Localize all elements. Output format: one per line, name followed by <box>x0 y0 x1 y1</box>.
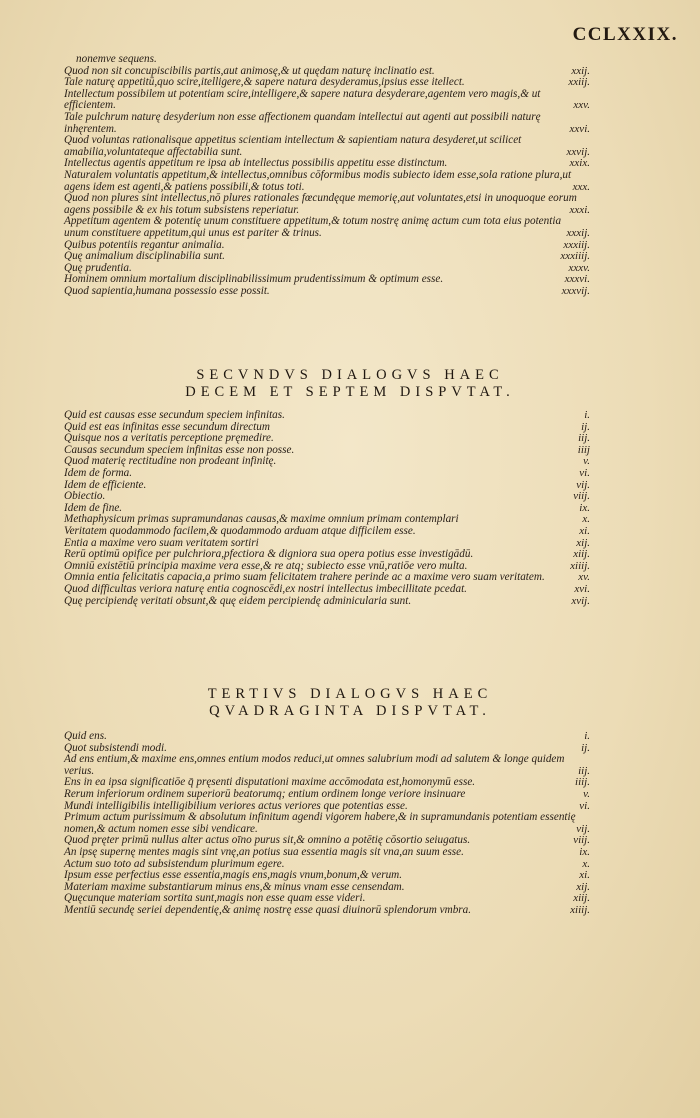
toc-entry-text: Hominem omnium mortalium disciplinabilissimum prudentissimum & optimum esse. <box>64 273 444 286</box>
toc-entry-text: Quę animalium disciplinabilia sunt. <box>64 250 225 263</box>
toc-entry-text: Quid est causas esse secundum speciem infinitas. <box>64 409 285 421</box>
toc-entry-text: Quot subsistendi modi. <box>64 741 167 754</box>
toc-entry-number: xxiij. <box>568 76 590 89</box>
toc-entry-text: Intellectus agentis appetitum re ipsa ab intellectus possibilis appetitu esse distinctum. <box>64 157 448 170</box>
section-three-list <box>64 730 590 917</box>
toc-entry-text: Rerū optimū opifice per pulchriora,pfectiora & digniora sua opera potius esse investigādū. <box>64 548 474 561</box>
toc-entry-number: vij. <box>576 822 590 835</box>
toc-entry-number: v. <box>583 787 590 800</box>
toc-entry-number: xiiij. <box>570 559 590 572</box>
toc-entry-number: xxv. <box>573 99 590 112</box>
folio-number: CCLXXIX. <box>572 24 678 45</box>
toc-entry-text: Quod non plures sint intellectus,nō plures rationales fœcundęque memorię,aut voluntates,etsi in unoquoque eorum agens possibile & ex his totum subsistens reperiatur. <box>64 192 577 216</box>
toc-entry-text: Quisque nos a veritatis perceptione pręmedire. <box>64 432 274 445</box>
toc-entry-number: x. <box>582 857 590 870</box>
toc-entry-text: Quod materię rectitudine non prodeant infinitę. <box>64 455 277 468</box>
toc-entry-number: i. <box>584 730 590 742</box>
toc-entry-text: Mundi intelligibilis intelligibilium veriores actus veriores que potentias esse. <box>64 799 408 812</box>
dialogue-three-heading-line1: TERTIVS DIALOGVS HAEC <box>207 686 493 702</box>
section-two-list <box>64 409 590 607</box>
toc-entry-number: xv. <box>578 571 590 584</box>
toc-entry-number: iiij <box>577 443 590 456</box>
toc-entry-number: ij. <box>581 420 590 433</box>
toc-entry-number: xxvij. <box>566 145 590 158</box>
toc-entry-text: Tale naturę appetitū,quo scire,itelligere,& sapere natura desyderamus,ipsius esse itellect. <box>64 76 465 89</box>
toc-entry-text: Quę prudentia. <box>64 261 132 274</box>
toc-entry-number: iiij. <box>575 776 590 789</box>
toc-entry-number: iij. <box>578 764 590 777</box>
toc-entry <box>64 490 590 503</box>
toc-entry-text: Intellectum possibilem ut potentiam scire,intelligere,& sapere natura desyderare,agentem vero magis,& ut efficientem. <box>64 87 541 112</box>
toc-entry-text: Causas secundum speciem infinitas esse non posse. <box>64 443 295 456</box>
toc-entry-number: viij. <box>573 834 590 847</box>
toc-entry-number: vij. <box>576 478 590 491</box>
toc-entry-number: xxx. <box>572 180 590 193</box>
toc-entry-text: Obiectio. <box>64 490 106 503</box>
toc-entry-number: xi. <box>579 524 590 537</box>
toc-entry-text: Quod pręter primū nullus alter actus oīno purus sit,& omnino a potētię cōsortio seiugatus. <box>64 834 471 847</box>
toc-entry-text: Idem de fine. <box>64 501 123 514</box>
toc-entry-text: Quid ens. <box>64 730 107 742</box>
toc-entry-text: Primum actum purissimum & absolutum infinitum agendi vigorem habere,& in supramundanis potentiam essentię nomen,& actum nomen esse sibi vendicare. <box>64 811 576 835</box>
toc-entry <box>64 87 590 112</box>
dialogue-three-heading-line2: QVADRAGINTA DISPVTAT. <box>209 703 491 719</box>
toc-entry <box>64 845 590 859</box>
toc-entry-number: ij. <box>581 741 590 754</box>
toc-entry <box>64 215 590 239</box>
toc-entry-text: Actum suo toto ad subsistendum plurimum egere. <box>64 857 285 870</box>
toc-entry <box>64 168 590 193</box>
toc-entry-number: xxxiiij. <box>560 250 590 263</box>
toc-entry-number: xxxi. <box>569 203 590 216</box>
toc-entry <box>64 869 590 882</box>
toc-entry-text: Entia a maxime vero suam veritatem sortiri <box>64 536 259 549</box>
toc-entry-number: vi. <box>579 466 590 479</box>
toc-entry-number: xxxij. <box>566 226 590 239</box>
toc-entry-number: iij. <box>578 432 590 445</box>
toc-entry-text: Tale pulchrum naturę desyderium non esse affectionem quandam intellectui aut agenti aut possibili naturę inhęrentem. <box>64 110 541 135</box>
toc-entry-number: xxxvi. <box>564 273 590 286</box>
toc-entry-number: xvij. <box>571 594 590 607</box>
toc-entry-number: xxvi. <box>569 122 590 135</box>
toc-entry-text: Quod difficultas veriora naturę entia cognoscēdi,ex nostri intellectus imbecillitate pcedat. <box>64 582 467 595</box>
toc-entry-number: xxij. <box>571 64 590 77</box>
dialogue-three-heading <box>0 686 700 720</box>
toc-entry-number: v. <box>583 455 590 468</box>
toc-entry-text: Ad ens entium,& maxime ens,omnes entium modos reduci,ut omnes salubrium modi ad salutem & longe quidem verius. <box>64 753 565 777</box>
toc-entry-number: xij. <box>576 536 590 549</box>
toc-entry-text: Idem de efficiente. <box>64 478 147 491</box>
toc-entry <box>64 455 590 468</box>
toc-entry-text: Quod voluntas rationalisque appetitus scientiam intellectum & sapientiam natura desyderet,ut scilicet amabilia,voluntateque affectabilia sunt. <box>64 134 522 158</box>
toc-entry-text: Ens in ea ipsa significatiōe q̄ pręsenti disputationi maxime accōmodata est,homonymū esse. <box>64 776 476 789</box>
toc-entry-text: Rerum inferiorum ordinem superiorū beatorumq; entium ordinem longe veriore insinuare <box>64 787 466 800</box>
toc-entry-number: xxxv. <box>568 261 590 274</box>
dialogue-two-heading-line1: SECVNDVS DIALOGVS HAEC <box>196 367 504 383</box>
toc-entry-text: Mentiū secundę seriei dependentię,& animę nostrę esse quasi diuinorū splendorum vmbra. <box>64 903 472 916</box>
toc-entry <box>64 409 590 422</box>
toc-entry-number: xxix. <box>569 157 590 170</box>
toc-entry-text: Quod non sit concupiscibilis partis,aut animosę,& ut quędam naturę inclinatio est. <box>64 64 435 77</box>
dialogue-two-heading-line2: DECEM ET SEPTEM DISPVTAT. <box>185 384 515 400</box>
toc-entry <box>64 548 590 561</box>
toc-entry-text: Naturalem voluntatis appetitum,& intellectus,omnibus cōformibus modis subiecto idem esse,sola ratione plura,ut agens idem est agenti,& patiens possibili,& totus toti. <box>64 168 572 193</box>
toc-entry <box>64 787 590 801</box>
toc-entry-text: Quę percipiendę veritati obsunt,& quę eidem percipiendę adminicularia sunt. <box>64 594 412 607</box>
toc-entry-number: xxxvij. <box>561 284 590 297</box>
toc-entry <box>64 753 590 777</box>
toc-entry-text: nonemve sequens. <box>76 53 157 65</box>
toc-entry-number: xiij. <box>573 892 590 905</box>
toc-entry-text: An ipsę supernę mentes magis sint vnę,an potius sua essentia magis sit vna,an suum esse. <box>64 845 464 858</box>
toc-entry <box>64 478 590 492</box>
toc-entry <box>64 811 590 835</box>
toc-entry-text: Omniū existētiū principia maxime vera esse,& re atq; subiecto esse vnū,ratiōe vero multa. <box>64 559 468 572</box>
toc-entry <box>64 250 590 263</box>
toc-entry <box>64 524 590 538</box>
toc-entry-text: Omnia entia felicitatis capacia,a primo suam felicitatem trahere perinde ac a maxime vero suam veritatem. <box>64 571 545 584</box>
toc-entry <box>64 594 590 608</box>
toc-entry-number: ix. <box>579 845 590 858</box>
toc-entry-number: xiiij. <box>570 903 590 916</box>
section-one-list <box>64 53 590 297</box>
toc-entry-number: xi. <box>579 869 590 882</box>
toc-entry-number: vi. <box>579 799 590 812</box>
toc-entry <box>64 466 590 480</box>
toc-entry-text: Materiam maxime substantiarum minus ens,& minus vnam esse censendam. <box>64 880 405 893</box>
toc-entry-text: Appetitum agentem & potentię unum constituere appetitum,& totum nostrę animę actum cum tota eius potentia unum constituere appetitum,qui unus est pariter & trinus. <box>64 215 562 239</box>
toc-entry-text: Quod sapientia,humana possessio esse possit. <box>64 284 270 297</box>
toc-entry-number: xij. <box>576 880 590 893</box>
toc-entry-text: Quibus potentiis regantur animalia. <box>64 238 225 251</box>
toc-entry-number: i. <box>584 409 590 421</box>
dialogue-two-heading <box>0 367 700 401</box>
toc-entry <box>64 134 590 158</box>
toc-entry-text: Veritatem quodammodo facilem,& quodammodo arduam atque difficilem esse. <box>64 524 416 537</box>
toc-entry <box>64 192 590 216</box>
toc-entry <box>64 54 584 66</box>
toc-entry <box>64 284 590 298</box>
toc-entry-number: x. <box>582 513 590 526</box>
toc-entry <box>64 582 590 596</box>
toc-entry <box>64 730 590 743</box>
toc-entry-text: Methaphysicum primas supramundanas causas,& maxime omnium primam contemplari <box>64 513 459 526</box>
toc-entry <box>64 903 590 917</box>
toc-entry-text: Idem de forma. <box>64 466 133 479</box>
toc-entry <box>64 110 590 135</box>
toc-entry-number: viij. <box>573 490 590 503</box>
toc-entry-text: Quid est eas infinitas esse secundum directum <box>64 420 270 433</box>
toc-entry-number: xxxiij. <box>563 238 590 251</box>
toc-entry-number: ix. <box>579 501 590 514</box>
toc-entry-text: Quęcunque materiam sortita sunt,magis non esse quam esse videri. <box>64 892 366 905</box>
toc-entry-text: Ipsum esse perfectius esse essentia,magis ens,magis vnum,bonum,& verum. <box>64 869 403 882</box>
toc-entry-number: xvi. <box>574 582 590 595</box>
toc-entry-number: xiij. <box>573 548 590 561</box>
